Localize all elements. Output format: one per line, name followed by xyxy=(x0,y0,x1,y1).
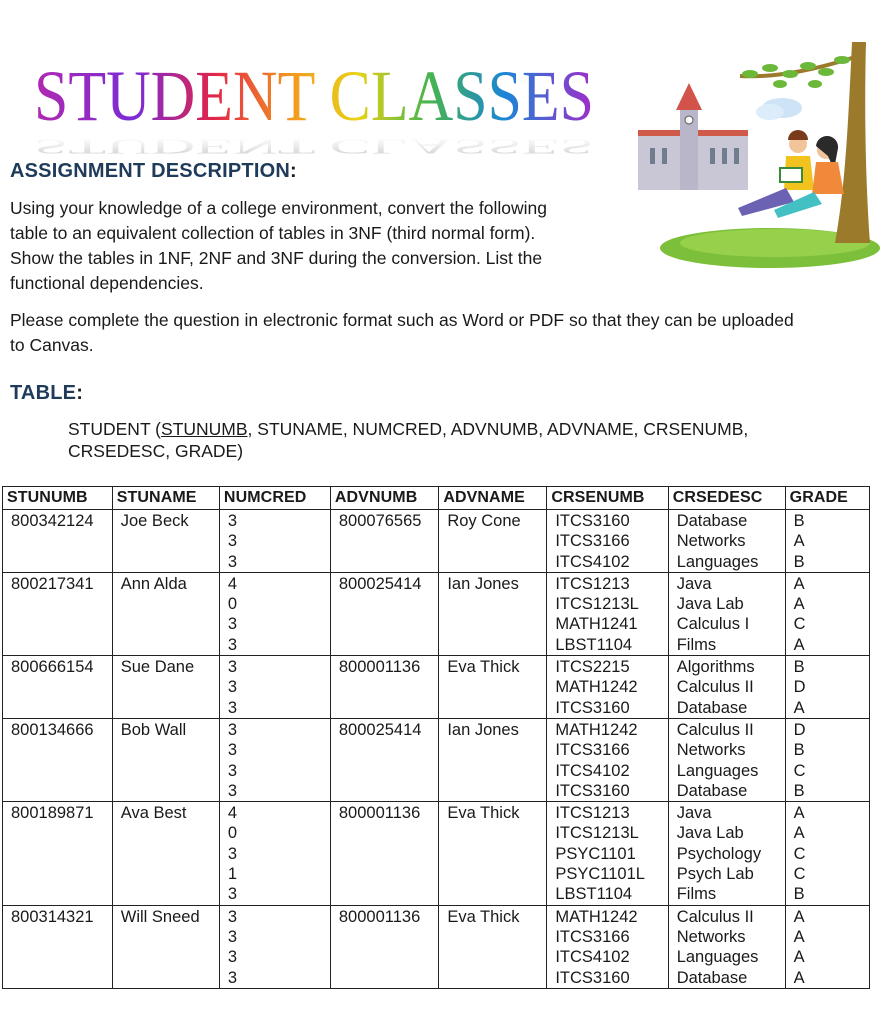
cell-numcred xyxy=(219,656,330,719)
cell-crsedesc xyxy=(668,510,785,573)
cell-stuname xyxy=(112,572,219,655)
cell-crsedesc xyxy=(668,572,785,655)
cell-value: ITCS1213L xyxy=(555,824,639,843)
upload-line: to Canvas. xyxy=(10,335,94,355)
cell-value: B xyxy=(793,741,805,760)
cell-advnumb xyxy=(330,802,438,905)
cell-value: Languages xyxy=(676,761,759,780)
cell-value: PSYC1101 xyxy=(555,844,636,863)
cell-grade xyxy=(785,905,869,988)
cell-value: Networks xyxy=(676,741,746,760)
cell-value: Algorithms xyxy=(676,658,755,677)
cell-value: Psych Lab xyxy=(676,865,754,884)
cell-value: Roy Cone xyxy=(447,512,521,530)
table-row xyxy=(3,802,870,905)
cell-stuname xyxy=(112,905,219,988)
table-header-row xyxy=(3,487,870,510)
cell-value: 800001136 xyxy=(338,907,421,926)
assignment-line: functional dependencies. xyxy=(10,273,204,293)
cell-value: 3 xyxy=(227,907,238,926)
cell-value: Database xyxy=(676,781,748,800)
book-icon xyxy=(780,168,802,182)
cell-value: Java Lab xyxy=(676,595,744,614)
cell-value: ITCS4102 xyxy=(555,948,630,967)
cell-value: Eva Thick xyxy=(447,907,520,926)
cell-value: 3 xyxy=(227,615,238,634)
column-header: NUMCRED xyxy=(219,487,330,510)
cell-numcred xyxy=(219,905,330,988)
cell-grade xyxy=(785,572,869,655)
campus-illustration xyxy=(630,38,880,268)
cell-value: A xyxy=(793,968,805,987)
cell-value: Calculus II xyxy=(676,720,754,739)
cell-value: ITCS3166 xyxy=(555,927,630,946)
cell-crsenumb xyxy=(547,510,668,573)
cell-value: 800001136 xyxy=(338,804,421,823)
cell-value: ITCS4102 xyxy=(555,552,630,571)
cell-stuname xyxy=(112,802,219,905)
cell-stunumb xyxy=(3,656,113,719)
cell-value: A xyxy=(793,595,805,614)
cell-stunumb xyxy=(3,905,113,988)
column-header: STUNUMB xyxy=(3,487,113,510)
cell-value: 3 xyxy=(227,532,238,551)
cell-value: ITCS1213 xyxy=(555,804,630,823)
column-header: GRADE xyxy=(785,487,869,510)
cell-value: B xyxy=(793,552,805,571)
cell-crsenumb xyxy=(547,905,668,988)
cell-crsenumb xyxy=(547,572,668,655)
cell-value: ITCS3160 xyxy=(555,512,630,530)
cell-value: 800134666 xyxy=(11,720,94,739)
cell-numcred xyxy=(219,802,330,905)
cell-value: 800025414 xyxy=(338,720,422,739)
cell-value: PSYC1101L xyxy=(555,865,645,884)
cell-value: C xyxy=(793,761,806,780)
schema-attributes-cont: CRSEDESC, GRADE) xyxy=(68,441,244,461)
cell-value: Films xyxy=(676,885,717,904)
cell-value: 4 xyxy=(227,804,238,823)
cell-stunumb xyxy=(3,802,113,905)
cell-value: C xyxy=(793,615,806,634)
cell-value: 0 xyxy=(227,595,238,614)
schema-prefix: STUDENT ( xyxy=(68,419,162,439)
cell-value: LBST1104 xyxy=(555,885,633,904)
cell-value: 3 xyxy=(227,741,238,760)
cell-value: MATH1242 xyxy=(555,678,638,697)
cell-value: B xyxy=(793,781,805,800)
cell-value: A xyxy=(793,574,805,593)
cell-value: ITCS3160 xyxy=(555,968,630,987)
assignment-line: Show the tables in 1NF, 2NF and 3NF during the conversion. List the xyxy=(10,248,543,268)
cell-value: 3 xyxy=(227,844,238,863)
cell-value: Will Sneed xyxy=(120,907,200,926)
table-row xyxy=(3,656,870,719)
cell-value: B xyxy=(793,512,805,530)
cell-grade xyxy=(785,510,869,573)
cell-value: Ian Jones xyxy=(447,574,519,593)
table-row xyxy=(3,905,870,988)
cell-stunumb xyxy=(3,510,113,573)
cell-crsenumb xyxy=(547,718,668,801)
cell-value: 800076565 xyxy=(338,512,422,530)
cell-value: Ann Alda xyxy=(120,574,187,593)
cell-value: C xyxy=(793,865,806,884)
cell-value: A xyxy=(793,698,805,717)
upload-instructions xyxy=(10,308,794,358)
schema-primary-key: STUNUMB, xyxy=(161,419,253,439)
cell-value: D xyxy=(793,678,806,697)
cell-value: A xyxy=(793,532,805,551)
cell-value: ITCS3160 xyxy=(555,781,630,800)
column-header: ADVNAME xyxy=(439,487,547,510)
cell-value: Films xyxy=(676,635,717,654)
table-row xyxy=(3,510,870,573)
cell-value: Networks xyxy=(676,927,746,946)
table-heading xyxy=(10,382,83,405)
cell-value: A xyxy=(793,927,805,946)
cell-value: ITCS1213L xyxy=(555,595,639,614)
upload-line: Please complete the question in electronic format such as Word or PDF so that they can be uploaded xyxy=(10,310,794,330)
cell-value: 3 xyxy=(227,968,238,987)
page-title xyxy=(0,52,620,159)
cell-advnumb xyxy=(330,718,438,801)
cell-value: Java xyxy=(676,574,712,593)
cell-value: MATH1242 xyxy=(555,907,638,926)
cell-value: ITCS1213 xyxy=(555,574,630,593)
cell-value: ITCS4102 xyxy=(555,761,630,780)
cell-value: 1 xyxy=(227,865,238,884)
cell-value: Java Lab xyxy=(676,824,744,843)
cell-value: Calculus II xyxy=(676,907,754,926)
cell-value: A xyxy=(793,824,805,843)
cell-value: Languages xyxy=(676,948,759,967)
cell-advname xyxy=(439,718,547,801)
cell-grade xyxy=(785,656,869,719)
leaves-shape xyxy=(742,56,850,88)
cell-value: A xyxy=(793,804,805,823)
cell-stuname xyxy=(112,656,219,719)
cell-value: Sue Dane xyxy=(120,658,195,677)
cell-value: ITCS3166 xyxy=(555,741,630,760)
cell-advname xyxy=(439,572,547,655)
cell-value: ITCS2215 xyxy=(555,658,630,677)
cell-crsenumb xyxy=(547,656,668,719)
tree-trunk-shape xyxy=(835,42,870,243)
cell-value: 3 xyxy=(227,658,238,677)
cell-numcred xyxy=(219,572,330,655)
cell-value: Database xyxy=(676,512,748,530)
cell-value: Ava Best xyxy=(120,804,187,823)
cell-value: MATH1242 xyxy=(555,720,638,739)
cell-crsedesc xyxy=(668,656,785,719)
cell-value: 3 xyxy=(227,698,238,717)
table-body xyxy=(3,510,870,989)
title-text: STUDENT CLASSES xyxy=(34,56,594,136)
cell-advname xyxy=(439,656,547,719)
cell-value: 800189871 xyxy=(11,804,94,823)
title-reflection: STUDENT CLASSES xyxy=(34,134,594,159)
assignment-line: Using your knowledge of a college environment, convert the following xyxy=(10,198,547,218)
cell-value: Languages xyxy=(676,552,759,571)
cell-value: Java xyxy=(676,804,712,823)
cell-value: Psychology xyxy=(676,844,762,863)
cell-value: 3 xyxy=(227,552,238,571)
cell-value: Calculus II xyxy=(676,678,754,697)
column-header: ADVNUMB xyxy=(330,487,438,510)
cell-value: ITCS3160 xyxy=(555,698,630,717)
cell-value: A xyxy=(793,948,805,967)
cell-value: Database xyxy=(676,968,748,987)
cell-value: Ian Jones xyxy=(447,720,519,739)
cell-advname xyxy=(439,905,547,988)
cell-stuname xyxy=(112,510,219,573)
cell-grade xyxy=(785,718,869,801)
cell-value: 800217341 xyxy=(11,574,94,593)
cell-stunumb xyxy=(3,718,113,801)
column-header: CRSENUMB xyxy=(547,487,668,510)
cell-value: MATH1241 xyxy=(555,615,638,634)
cell-value: 800342124 xyxy=(11,512,94,530)
cell-value: D xyxy=(793,720,806,739)
cell-value: B xyxy=(793,658,805,677)
cell-value: 800001136 xyxy=(338,658,421,677)
cell-value: Networks xyxy=(676,532,746,551)
title-graphic xyxy=(0,52,620,159)
cell-value: C xyxy=(793,844,806,863)
cell-value: 3 xyxy=(227,781,238,800)
cell-value: A xyxy=(793,635,805,654)
cell-grade xyxy=(785,802,869,905)
cell-value: 0 xyxy=(227,824,238,843)
assignment-heading xyxy=(10,160,297,183)
cell-value: 3 xyxy=(227,885,238,904)
cell-value: ITCS3166 xyxy=(555,532,630,551)
relation-schema xyxy=(68,418,868,462)
cell-value: 3 xyxy=(227,761,238,780)
cell-value: Eva Thick xyxy=(447,658,520,677)
cell-value: LBST1104 xyxy=(555,635,633,654)
cell-value: 4 xyxy=(227,574,238,593)
assignment-paragraph xyxy=(10,196,547,296)
cell-advnumb xyxy=(330,510,438,573)
cell-crsedesc xyxy=(668,802,785,905)
cell-stuname xyxy=(112,718,219,801)
cell-crsedesc xyxy=(668,905,785,988)
cell-value: Joe Beck xyxy=(120,512,189,530)
assignment-heading-colon: : xyxy=(289,160,297,182)
assignment-line: table to an equivalent collection of tables in 3NF (third normal form). xyxy=(10,223,536,243)
column-header: STUNAME xyxy=(112,487,219,510)
cell-numcred xyxy=(219,510,330,573)
cell-crsedesc xyxy=(668,718,785,801)
cell-numcred xyxy=(219,718,330,801)
cell-value: 800666154 xyxy=(11,658,94,677)
cell-value: 3 xyxy=(227,635,238,654)
cell-value: 800025414 xyxy=(338,574,422,593)
table-row xyxy=(3,718,870,801)
cell-value: Eva Thick xyxy=(447,804,520,823)
cell-advnumb xyxy=(330,572,438,655)
cell-value: 3 xyxy=(227,948,238,967)
cell-value: 3 xyxy=(227,927,238,946)
cell-value: Calculus I xyxy=(676,615,750,634)
cell-value: 3 xyxy=(227,720,238,739)
cell-advname xyxy=(439,802,547,905)
table-heading-text: TABLE xyxy=(10,382,77,404)
cell-value: B xyxy=(793,885,805,904)
table-row xyxy=(3,572,870,655)
cell-value: 800314321 xyxy=(11,907,94,926)
cell-value: Bob Wall xyxy=(120,720,187,739)
cell-advname xyxy=(439,510,547,573)
table-heading-colon: : xyxy=(76,382,84,404)
schema-attributes: STUNAME, NUMCRED, ADVNUMB, ADVNAME, CRSENUMB, xyxy=(252,419,749,439)
cell-advnumb xyxy=(330,656,438,719)
cell-advnumb xyxy=(330,905,438,988)
student-table xyxy=(2,486,870,989)
cell-stunumb xyxy=(3,572,113,655)
cell-value: 3 xyxy=(227,678,238,697)
cell-crsenumb xyxy=(547,802,668,905)
cell-value: 3 xyxy=(227,512,238,530)
cell-value: Database xyxy=(676,698,748,717)
clock-icon xyxy=(685,116,693,124)
assignment-heading-text: ASSIGNMENT DESCRIPTION xyxy=(10,160,290,182)
cell-value: A xyxy=(793,907,805,926)
column-header: CRSEDESC xyxy=(668,487,785,510)
